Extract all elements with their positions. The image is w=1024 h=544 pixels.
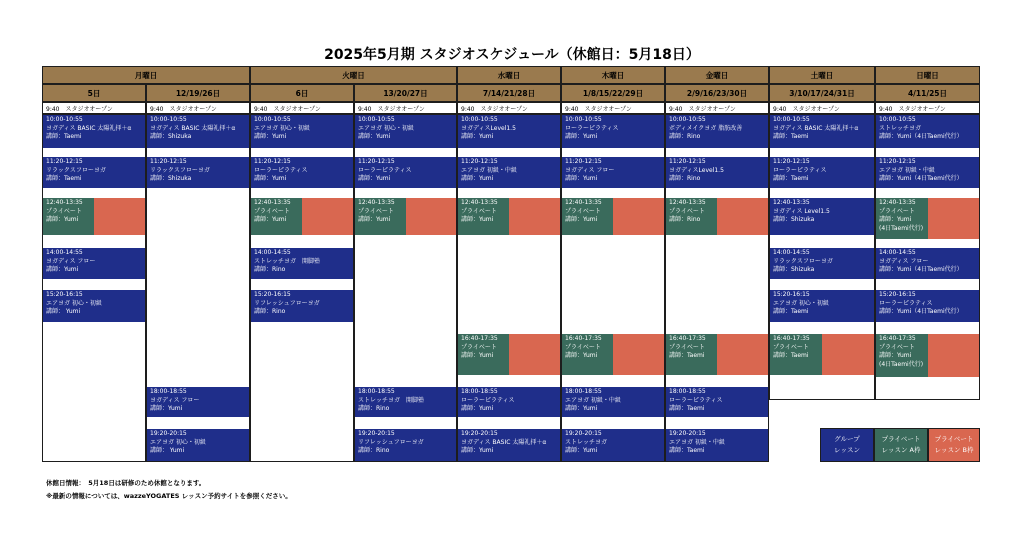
latest-info-note: ※最新の情報については、wazzeYOGATES レッスン予約サイトを参照ください。 [46,492,292,500]
lesson-teacher: 講師：Shizuka [150,133,192,140]
lesson-time: 10:00-10:55 [150,116,187,123]
lesson-teacher: 講師：Yumi（4日Taemi代行） [879,266,963,273]
lesson-teacher: 講師：Rino [254,266,286,273]
lesson-time: 11:20-12:15 [773,158,810,165]
lesson-time: 12:40-13:35 [254,199,291,206]
lesson-group[interactable] [876,157,979,188]
lesson-teacher: 講師：Yumi [565,352,598,359]
lesson-group[interactable] [562,157,664,188]
lesson-time: 12:40-13:35 [461,199,498,206]
lesson-group[interactable] [147,429,249,461]
lesson-name: ストレッチヨガ [879,124,921,132]
studio-open: 9:40 スタジオオープン [769,102,875,114]
lesson-time: 18:00-18:55 [669,388,706,395]
lesson-teacher: 講師：Taemi [773,175,809,182]
lesson-time: 11:20-12:15 [879,158,916,165]
legend-label: レッスン A枠 [881,446,921,454]
lesson-teacher: 講師：Yumi [46,216,79,223]
studio-open: 9:40 スタジオオープン [665,102,769,114]
lesson-name: プライベート [565,207,601,215]
lesson-teacher: 講師：Yumi [461,352,494,359]
studio-open: 9:40 スタジオオープン [146,102,250,114]
day-header-thu: 木曜日 [561,66,665,84]
lesson-name: ヨガディス BASIC 太陽礼拝＋α [773,124,859,132]
lesson-name: プライベート [773,343,809,351]
lesson-time: 12:40-13:35 [46,199,83,206]
lesson-name: プライベート [669,207,705,215]
lesson-name: エアヨガ 初級・中級 [461,166,517,174]
lesson-name: プライベート [254,207,290,215]
private-slot-b[interactable] [928,334,979,377]
lesson-time: 12:40-13:35 [669,199,706,206]
day-header-sun: 日曜日 [875,66,980,84]
lesson-teacher: 講師：Yumi [254,133,287,140]
lesson-time: 10:00-10:55 [254,116,291,123]
lesson-group[interactable] [458,115,560,148]
lesson-time: 14:00-14:55 [254,249,291,256]
lesson-time: 19:20-20:15 [565,430,602,437]
legend-label: プライベート [881,435,921,443]
lesson-name: ヨガディスLevel1.5 [461,124,516,132]
date-header-fri: 2/9/16/23/30日 [665,84,769,102]
lesson-group[interactable] [770,115,874,148]
lesson-name: ヨガディスLevel1.5 [669,166,724,174]
lesson-teacher: 講師：Rino [669,175,701,182]
private-slot-b[interactable] [406,198,456,235]
lesson-time: 18:00-18:55 [461,388,498,395]
lesson-group[interactable] [43,248,145,279]
lesson-group[interactable] [43,115,145,148]
lesson-name: エアヨガ 初級・中級 [669,438,725,446]
lesson-time: 16:40-17:35 [669,335,706,342]
date-header-tue-a: 6日 [250,84,354,102]
lesson-group[interactable] [876,248,979,279]
lesson-teacher: 講師：Rino [358,405,390,412]
lesson-time: 10:00-10:55 [461,116,498,123]
private-slot-b[interactable] [928,198,979,239]
lesson-name: ヨガディス フロー [46,257,96,265]
studio-open: 9:40 スタジオオープン [250,102,354,114]
lesson-group[interactable] [355,115,456,148]
lesson-time: 18:00-18:55 [565,388,602,395]
private-slot-b[interactable] [613,198,664,235]
day-header-sat: 土曜日 [769,66,875,84]
lesson-time: 11:20-12:15 [150,158,187,165]
lesson-time: 12:40-13:35 [358,199,395,206]
lesson-name: プライベート [879,207,915,215]
lesson-name: ヨガディス BASIC 太陽礼拝＋α [150,124,236,132]
lesson-group[interactable] [251,248,353,279]
lesson-name: ヨガディス BASIC 太陽礼拝＋α [461,438,547,446]
lesson-private-a[interactable] [770,334,822,375]
lesson-teacher: 講師：Yumi [565,133,598,140]
lesson-group[interactable] [458,429,560,461]
lesson-teacher: 講師：Yumi（4日Taemi代行） [879,175,963,182]
day-header-tue: 火曜日 [250,66,457,84]
lesson-teacher: 講師：Yumi [565,447,598,454]
lesson-name: プライベート [669,343,705,351]
lesson-time: 16:40-17:35 [879,335,916,342]
lesson-teacher: 講師：Rino [254,308,286,315]
studio-open: 9:40 スタジオオープン [354,102,457,114]
lesson-teacher: 講師：Yumi [254,175,287,182]
lesson-teacher: 講師：Yumi [461,216,494,223]
lesson-group[interactable] [355,157,456,188]
lesson-name: ローラーピラティス [773,166,827,174]
lesson-group[interactable] [562,115,664,148]
lesson-name: ストレッチヨガ 開脚塾 [358,396,424,404]
studio-open: 9:40 スタジオオープン [42,102,146,114]
lesson-name: プライベート [461,343,497,351]
private-slot-b[interactable] [509,198,560,235]
lesson-time: 11:20-12:15 [254,158,291,165]
legend-label: グループ [834,435,860,443]
lesson-group[interactable] [666,387,768,417]
schedule-grid [42,66,980,462]
lesson-teacher: 講師：Yumi [879,352,912,359]
lesson-group[interactable] [251,157,353,188]
lesson-time: 19:20-20:15 [461,430,498,437]
lesson-group[interactable] [251,290,353,322]
lesson-name: プライベート [461,207,497,215]
private-slot-b[interactable] [822,334,874,375]
lesson-time: 11:20-12:15 [358,158,395,165]
lesson-time: 15:20-16:15 [46,291,83,298]
lesson-private-a[interactable] [876,198,928,239]
date-header-tue-b: 13/20/27日 [354,84,457,102]
lesson-teacher: 講師：Yumi（4日Taemi代行） [879,308,963,315]
lesson-group[interactable] [355,429,456,461]
lesson-time: 19:20-20:15 [358,430,395,437]
legend-label: レッスン [834,446,860,454]
legend-private-b [928,428,980,462]
lesson-private-a[interactable] [458,334,509,375]
lesson-private-a[interactable] [666,334,717,375]
lesson-time: 16:40-17:35 [565,335,602,342]
lesson-teacher: 講師：Yumi [150,405,183,412]
lesson-name: エアヨガ 初級・中級 [565,396,621,404]
lesson-teacher: 講師：Yumi（4日Taemi代行） [879,133,963,140]
lesson-time: 10:00-10:55 [773,116,810,123]
lesson-name: エアヨガ 初心・初級 [254,124,310,132]
lesson-teacher: 講師：Yumi [254,216,287,223]
lesson-group[interactable] [147,115,249,148]
legend-label: レッスン B枠 [934,446,974,454]
lesson-time: 14:00-14:55 [879,249,916,256]
private-slot-b[interactable] [717,198,768,235]
lesson-name: リフレッシュフローヨガ [358,438,424,446]
lesson-group[interactable] [147,387,249,417]
lesson-group[interactable] [43,157,145,188]
lesson-name: ストレッチヨガ 開脚塾 [254,257,320,265]
legend-label: プライベート [934,435,974,443]
lesson-group[interactable] [355,387,456,417]
lesson-name: ヨガディス フロー [150,396,200,404]
lesson-name: エアヨガ 初心・初級 [150,438,206,446]
date-header-thu: 1/8/15/22/29日 [561,84,665,102]
lesson-teacher: 講師：Taemi [773,308,809,315]
lesson-name: リフレッシュフローヨガ [254,299,320,307]
lesson-group[interactable] [666,115,768,148]
date-header-wed: 7/14/21/28日 [457,84,561,102]
lesson-teacher: 講師：Yumi [461,447,494,454]
lesson-teacher: 講師：Taemi [669,352,705,359]
lesson-private-a[interactable] [562,334,613,375]
lesson-time: 12:40-13:35 [879,199,916,206]
lesson-time: 18:00-18:55 [358,388,395,395]
studio-open: 9:40 スタジオオープン [457,102,561,114]
lesson-time: 12:40-13:35 [773,199,810,206]
private-slot-b[interactable] [613,334,664,375]
private-slot-b[interactable] [94,198,145,235]
legend-group-lesson [820,428,874,462]
lesson-group[interactable] [562,429,664,461]
lesson-time: 19:20-20:15 [150,430,187,437]
lesson-name: リラックスフローヨガ [773,257,833,265]
date-header-sun: 4/11/25日 [875,84,980,102]
lesson-teacher: 講師：Yumi [358,216,391,223]
lesson-group[interactable] [770,248,874,279]
date-header-mon-a: 5日 [42,84,146,102]
lesson-name: プライベート [358,207,394,215]
closed-day-note: 休館日情報： 5月18日は研修のため休館となります。 [46,479,206,487]
lesson-teacher: 講師：Yumi [565,405,598,412]
studio-open: 9:40 スタジオオープン [875,102,980,114]
lesson-teacher: 講師：Rino [669,216,701,223]
lesson-time: 11:20-12:15 [565,158,602,165]
lesson-teacher: 講師：Yumi [358,133,391,140]
lesson-teacher: 講師：Yumi [461,175,494,182]
lesson-teacher: 講師：Taemi [46,133,82,140]
lesson-time: 19:20-20:15 [669,430,706,437]
lesson-name: ストレッチヨガ [565,438,607,446]
lesson-name: エアヨガ 初心・初級 [46,299,102,307]
studio-open: 9:40 スタジオオープン [561,102,665,114]
lesson-group[interactable] [251,115,353,148]
lesson-teacher: 講師：Yumi [565,216,598,223]
lesson-teacher: 講師：Yumi [565,175,598,182]
lesson-name: ヨガディス BASIC 太陽礼拝＋α [46,124,132,132]
date-header-sat: 3/10/17/24/31日 [769,84,875,102]
lesson-time: 10:00-10:55 [358,116,395,123]
lesson-teacher: 講師：Yumi [461,133,494,140]
lesson-time: 16:40-17:35 [773,335,810,342]
date-header-mon-b: 12/19/26日 [146,84,250,102]
lesson-teacher: 講師：Shizuka [150,175,192,182]
lesson-teacher: 講師：Taemi [669,405,705,412]
lesson-time: 18:00-18:55 [150,388,187,395]
lesson-note: (4日Taemi代行) [879,224,924,232]
lesson-group[interactable] [562,387,664,417]
lesson-group[interactable] [876,115,979,148]
page-title: 2025年5月期 スタジオスケジュール（休館日：5月18日） [324,47,700,63]
lesson-private-a[interactable] [43,198,94,235]
lesson-private-a[interactable] [355,198,406,235]
lesson-teacher: 講師：Shizuka [773,216,815,223]
lesson-private-a[interactable] [876,334,928,377]
lesson-time: 10:00-10:55 [879,116,916,123]
lesson-group[interactable] [770,198,874,235]
lesson-time: 14:00-14:55 [773,249,810,256]
lesson-time: 11:20-12:15 [461,158,498,165]
lesson-teacher: 講師：Rino [358,447,390,454]
lesson-group[interactable] [770,157,874,188]
lesson-time: 14:00-14:55 [46,249,83,256]
lesson-teacher: 講師：Taemi [773,352,809,359]
lesson-name: エアヨガ 初級・中級 [879,166,935,174]
lesson-group[interactable] [43,290,145,322]
lesson-name: エアヨガ 初心・初級 [358,124,414,132]
lesson-name: ローラーピラティス [358,166,412,174]
lesson-teacher: 講師：Taemi [773,133,809,140]
lesson-teacher: 講師： Yumi [46,308,81,315]
lesson-time: 10:00-10:55 [565,116,602,123]
lesson-name: ヨガディス フロー [879,257,929,265]
lesson-name: ヨガディス Level1.5 [773,207,830,215]
lesson-name: リラックスフローヨガ [150,166,210,174]
lesson-time: 15:20-16:15 [879,291,916,298]
lesson-group[interactable] [458,157,560,188]
lesson-teacher: 講師：Yumi [461,405,494,412]
lesson-private-a[interactable] [666,198,717,235]
lesson-teacher: 講師：Yumi [358,175,391,182]
lesson-name: プライベート [46,207,82,215]
lesson-name: ローラーピラティス [879,299,933,307]
lesson-teacher: 講師：Yumi [46,266,79,273]
lesson-group[interactable] [458,387,560,417]
lesson-time: 11:20-12:15 [46,158,83,165]
lesson-teacher: 講師：Yumi [879,216,912,223]
lesson-name: ボディメイクヨガ 脂肪改善 [669,124,743,132]
lesson-time: 16:40-17:35 [461,335,498,342]
lesson-group[interactable] [666,429,768,461]
lesson-name: ローラーピラティス [669,396,723,404]
lesson-note: (4日Taemi代行) [879,360,924,368]
lesson-time: 12:40-13:35 [565,199,602,206]
private-slot-b[interactable] [509,334,560,375]
lesson-private-a[interactable] [458,198,509,235]
lesson-name: プライベート [565,343,601,351]
lesson-time: 15:20-16:15 [773,291,810,298]
lesson-name: エアヨガ 初心・初級 [773,299,829,307]
lesson-name: プライベート [879,343,915,351]
legend-private-a [874,428,928,462]
private-slot-b[interactable] [302,198,353,235]
lesson-group[interactable] [876,290,979,322]
lesson-group[interactable] [770,290,874,322]
day-header-fri: 金曜日 [665,66,769,84]
lesson-private-a[interactable] [251,198,302,235]
lesson-teacher: 講師：Rino [669,133,701,140]
lesson-name: ヨガディス フロー [565,166,615,174]
day-header-mon: 月曜日 [42,66,250,84]
private-slot-b[interactable] [717,334,768,375]
lesson-group[interactable] [666,157,768,188]
lesson-name: ローラーピラティス [565,124,619,132]
lesson-name: リラックスフローヨガ [46,166,106,174]
lesson-name: ローラーピラティス [461,396,515,404]
lesson-name: ローラーピラティス [254,166,308,174]
lesson-time: 15:20-16:15 [254,291,291,298]
lesson-teacher: 講師： Yumi [150,447,185,454]
lesson-teacher: 講師：Shizuka [773,266,815,273]
lesson-teacher: 講師：Taemi [669,447,705,454]
lesson-teacher: 講師：Taemi [46,175,82,182]
lesson-time: 11:20-12:15 [669,158,706,165]
day-header-wed: 水曜日 [457,66,561,84]
lesson-time: 10:00-10:55 [46,116,83,123]
lesson-time: 10:00-10:55 [669,116,706,123]
lesson-group[interactable] [147,157,249,188]
lesson-private-a[interactable] [562,198,613,235]
